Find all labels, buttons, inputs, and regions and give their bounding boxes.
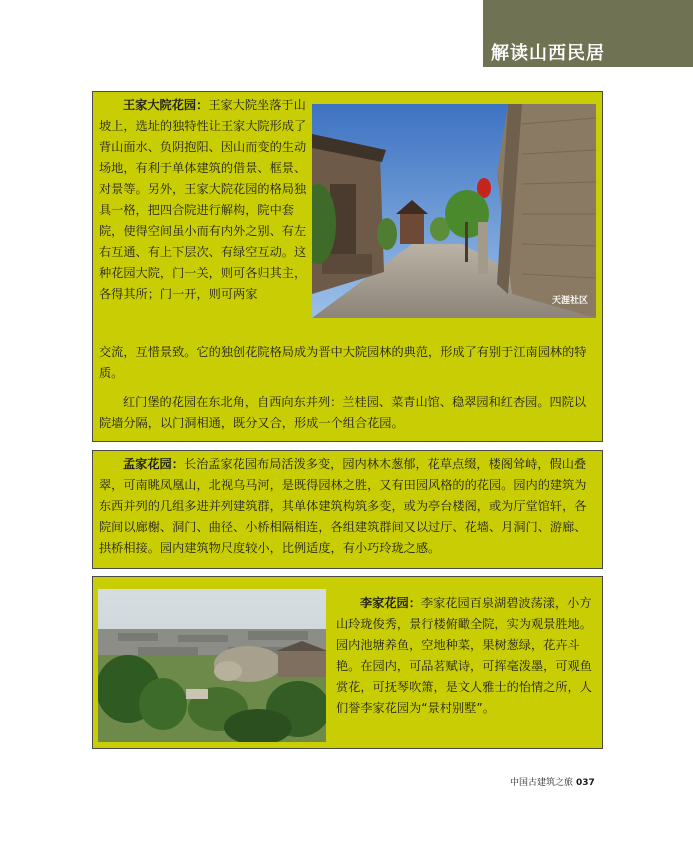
page-title: 解读山西民居 — [491, 43, 605, 64]
wang-text-lead — [99, 95, 307, 305]
li-heading: 李家花园： — [360, 596, 421, 610]
meng-text — [99, 454, 596, 559]
li-body: 李家花园百泉湖碧波荡漾，小方山玲珑俊秀，景行楼俯瞰全院，实为观景胜地。园内池塘养鱼，空地种菜，果树葱绿，花卉斗艳。在园内，可品茗赋诗，可挥毫泼墨，可观鱼赏花，可抚琴吹箫，是文人雅士的怡情之所，人们誉李家花园为“景村别墅”。 — [336, 596, 592, 715]
meng-heading: 孟家花园： — [123, 457, 184, 471]
meng-body: 长治孟家花园布局活泼多变，园内林木葱郁，花草点缀，楼阁耸峙，假山叠翠，可南眺凤凰山，北视乌马河，是既得园林之胜，又有田园风格的的花园。园内的建筑为东西并列的几组多进并列建筑群，其单体建筑构筑多变，或为亭台楼阁，或为厅堂馆轩，各院间以廊榭、洞门、曲径、小桥相隔相连，各组建筑群间又以过厅、花墙、月洞门、游廊、拱桥相接。园内建筑物尺度较小，比例适度，有小巧玲珑之感。 — [99, 457, 587, 555]
page-footer — [510, 775, 595, 788]
li-text — [336, 593, 598, 719]
photo-watermark: 天涯社区 — [551, 296, 588, 306]
hongmenbao-paragraph — [99, 392, 596, 434]
section-meng-garden — [92, 450, 603, 569]
section-wang-garden — [92, 91, 603, 442]
footer-book-title: 中国古建筑之旅 — [510, 778, 574, 788]
li-garden-photo — [98, 589, 326, 742]
wang-body-lead: 王家大院坐落于山坡上，选址的独特性让王家大院形成了背山面水、负阴抱阳、因山而变的生动场地，有利于单体建筑的借景、框景、对景等。另外，王家大院花园的格局独具一格，把四合院进行解构，院中套院，使得空间虽小而有内外之别、有左右互通、有上下层次、有绿空互动。这种花园大院，门一关，则可各归其主，各得其所；门一开，则可两家 — [99, 98, 307, 301]
wang-body-tail: 交流，互惜景致。它的独创花院格局成为晋中大院园林的典范，形成了有别于江南园林的特质。 — [99, 345, 587, 380]
wang-heading: 王家大院花园： — [123, 98, 209, 112]
wang-courtyard-photo — [312, 104, 596, 318]
page-number: 037 — [576, 778, 595, 788]
hongmenbao-text: 红门堡的花园在东北角，自西向东并列：兰桂园、菜青山馆、稳翠园和红杏园。四院以院墙分隔，以门洞相通，既分又合，形成一个组合花园。 — [99, 395, 587, 430]
header-bar — [483, 0, 693, 67]
section-li-garden — [92, 576, 603, 749]
